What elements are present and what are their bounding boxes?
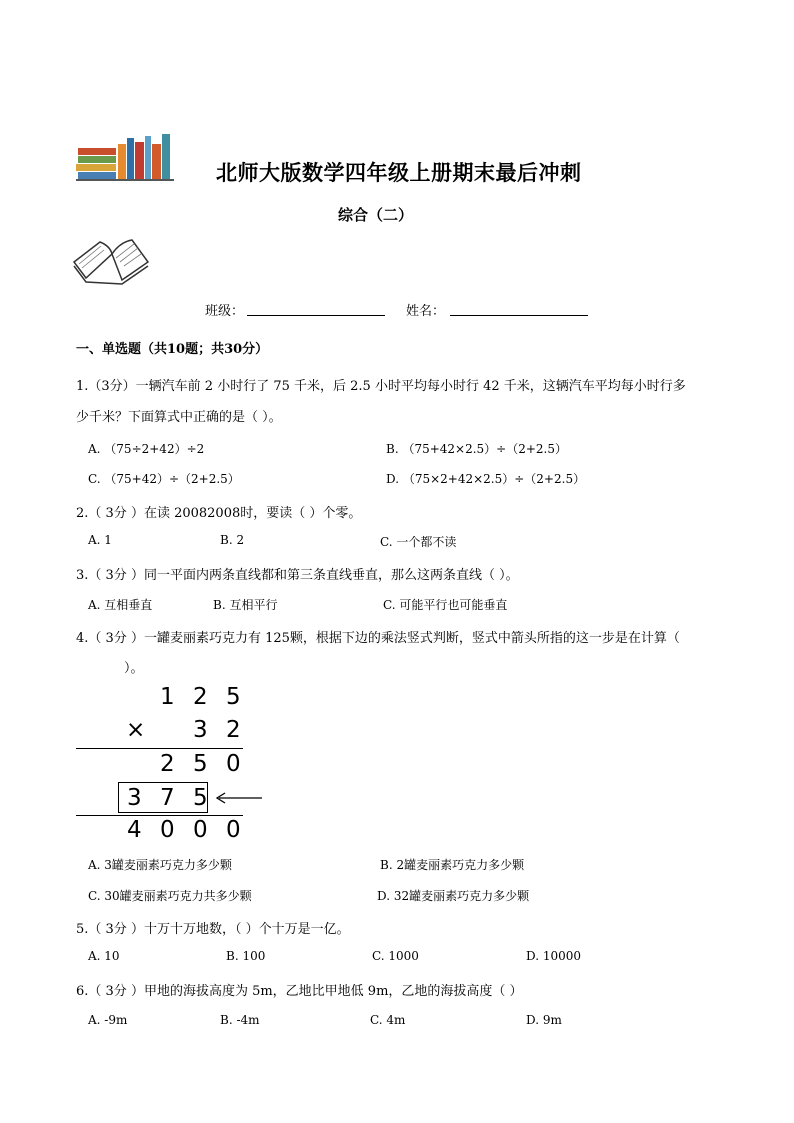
calc-digit: 5 bbox=[193, 785, 208, 811]
q5-option-d[interactable]: D. 10000 bbox=[526, 949, 581, 963]
q2-option-c[interactable]: C. 一个都不读 bbox=[380, 535, 457, 549]
q2-option-a[interactable]: A. 1 bbox=[88, 533, 112, 547]
calc-digit: 0 bbox=[160, 817, 175, 843]
calc-rule bbox=[76, 748, 243, 749]
question-6-text: 6.（ 3分 ）甲地的海拔高度为 5m，乙地比甲地低 9m，乙地的海拔高度（ ） bbox=[76, 984, 523, 999]
calc-digit: 0 bbox=[226, 817, 241, 843]
q5-option-b[interactable]: B. 100 bbox=[226, 949, 266, 963]
q6-option-c[interactable]: C. 4m bbox=[370, 1013, 406, 1027]
calc-digit: 1 bbox=[160, 684, 175, 710]
calc-digit: 2 bbox=[226, 717, 241, 743]
multiply-sign: × bbox=[126, 717, 146, 743]
q4-option-d[interactable]: D. 32罐麦丽素巧克力多少颗 bbox=[377, 889, 530, 903]
q3-option-c[interactable]: C. 可能平行也可能垂直 bbox=[383, 598, 508, 612]
name-field[interactable] bbox=[450, 315, 588, 316]
calc-digit: 7 bbox=[160, 785, 175, 811]
calc-digit: 0 bbox=[193, 817, 208, 843]
question-4-text: 4.（ 3分 ）一罐麦丽素巧克力有 125颗，根据下边的乘法竖式判断，竖式中箭头所指的这一步是在计算（ bbox=[76, 631, 680, 646]
left-arrow-icon bbox=[213, 791, 263, 805]
calc-digit: 5 bbox=[226, 684, 241, 710]
calc-digit: 2 bbox=[160, 751, 175, 777]
calc-digit: 2 bbox=[193, 684, 208, 710]
question-1-text: 1.（3分）一辆汽车前 2 小时行了 75 千米，后 2.5 小时平均每小时行 42 千米，这辆汽车平均每小时行多 bbox=[76, 379, 686, 394]
question-4-text-cont: ）。 bbox=[124, 661, 144, 676]
calc-digit: 5 bbox=[193, 751, 208, 777]
q1-option-d[interactable]: D. （75×2+42×2.5）÷（2+2.5） bbox=[386, 472, 586, 486]
q5-option-c[interactable]: C. 1000 bbox=[372, 949, 419, 963]
q6-option-a[interactable]: A. -9m bbox=[88, 1013, 128, 1027]
section-heading: 一、单选题（共10题；共30分） bbox=[76, 342, 269, 357]
question-2-text: 2.（ 3分 ）在读 20082008时，要读（ ）个零。 bbox=[76, 506, 362, 521]
class-field[interactable] bbox=[247, 315, 385, 316]
question-1-text-cont: 少千米？下面算式中正确的是（ ）。 bbox=[76, 410, 282, 425]
q1-option-c[interactable]: C. （75+42）÷（2+2.5） bbox=[88, 472, 240, 486]
q2-option-b[interactable]: B. 2 bbox=[220, 533, 245, 547]
q6-option-b[interactable]: B. -4m bbox=[220, 1013, 260, 1027]
q6-option-d[interactable]: D. 9m bbox=[526, 1013, 562, 1027]
q5-option-a[interactable]: A. 10 bbox=[88, 949, 120, 963]
calc-digit: 3 bbox=[127, 785, 142, 811]
open-book-icon bbox=[70, 232, 152, 290]
calc-digit: 4 bbox=[127, 817, 142, 843]
class-label: 班级： bbox=[205, 304, 245, 319]
stacked-books-icon bbox=[76, 132, 176, 182]
calc-digit: 3 bbox=[193, 717, 208, 743]
question-5-text: 5.（ 3分 ）十万十万地数，（ ）个十万是一亿。 bbox=[76, 922, 350, 937]
q1-option-a[interactable]: A. （75÷2+42）÷2 bbox=[88, 442, 205, 456]
page-title: 北师大版数学四年级上册期末最后冲刺 bbox=[216, 160, 582, 185]
name-label: 姓名： bbox=[406, 304, 446, 319]
q4-option-a[interactable]: A. 3罐麦丽素巧克力多少颗 bbox=[88, 858, 232, 872]
q4-option-b[interactable]: B. 2罐麦丽素巧克力多少颗 bbox=[380, 858, 525, 872]
calc-rule bbox=[76, 815, 243, 816]
q1-option-b[interactable]: B. （75+42×2.5）÷（2+2.5） bbox=[386, 442, 568, 456]
q3-option-b[interactable]: B. 互相平行 bbox=[213, 598, 278, 612]
q4-option-c[interactable]: C. 30罐麦丽素巧克力共多少颗 bbox=[88, 889, 252, 903]
question-3-text: 3.（ 3分 ）同一平面内两条直线都和第三条直线垂直，那么这两条直线（ ）。 bbox=[76, 568, 519, 583]
page-subtitle: 综合（二） bbox=[338, 206, 414, 224]
calc-digit: 0 bbox=[226, 751, 241, 777]
q3-option-a[interactable]: A. 互相垂直 bbox=[88, 598, 153, 612]
